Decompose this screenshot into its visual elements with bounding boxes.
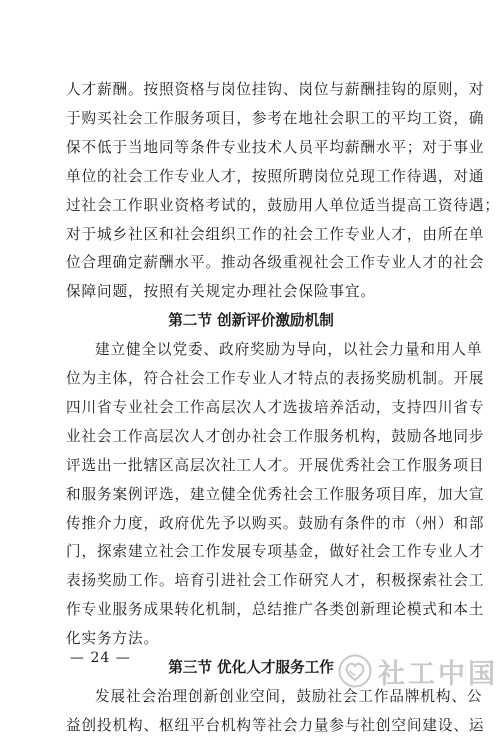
- text-line: 益创投机构、枢纽平台机构等社会力量参与社创空间建设、运: [66, 716, 485, 734]
- text-line: 门，探索建立社会工作发展专项基金，做好社会工作专业人才: [66, 543, 485, 561]
- text-line: 于购买社会工作服务项目，参考在地社会职工的平均工资，确: [66, 109, 485, 127]
- text-line: 化实务方法。: [66, 630, 159, 648]
- page-number: — 24 —: [70, 650, 131, 666]
- text-line: 位合理确定薪酬水平。推动各级重视社会工作专业人才的社会: [66, 254, 485, 272]
- text-line: 保不低于当地同等条件专业技术人员平均薪酬水平；对于事业: [66, 138, 485, 156]
- text-line: 过社会工作职业资格考试的，鼓励用人单位适当提高工资待遇；: [66, 196, 500, 214]
- text-line: 单位的社会工作专业人才，按照所聘岗位兑现工作待遇，对通: [66, 167, 485, 185]
- section-heading: 第二节 创新评价激励机制: [168, 312, 334, 330]
- watermark-text: 社工中国: [378, 658, 498, 690]
- heart-hands-logo-icon: [338, 654, 372, 688]
- text-line: 建立健全以党委、政府奖励为导向，以社会力量和用人单: [95, 341, 483, 359]
- text-line: 评选出一批辖区高层次社工人才。开展优秀社会工作服务项目: [66, 456, 485, 474]
- text-line: 对于城乡社区和社会组织工作的社会工作专业人才，由所在单: [66, 225, 485, 243]
- text-line: 表扬奖励工作。培育引进社会工作研究人才，积极探索社会工: [66, 572, 485, 590]
- text-line: 作专业服务成果转化机制，总结推广各类创新理论模式和本土: [66, 601, 485, 619]
- text-line: 四川省专业社会工作高层次人才选拔培养活动，支持四川省专: [66, 398, 485, 416]
- text-line: 发展社会治理创新创业空间，鼓励社会工作品牌机构、公: [95, 687, 483, 705]
- text-line: 位为主体，符合社会工作专业人才特点的表扬奖励机制。开展: [66, 370, 485, 387]
- text-line: 保障问题，按照有关规定办理社会保险事宜。: [66, 283, 376, 301]
- section-heading: 第三节 优化人才服务工作: [168, 659, 334, 676]
- text-line: 人才薪酬。按照资格与岗位挂钩、岗位与薪酬挂钩的原则，对: [66, 81, 485, 98]
- text-line: 传推介力度，政府优先予以购买。鼓励有条件的市（州）和部: [66, 514, 485, 532]
- watermark: [338, 651, 498, 691]
- text-line: 和服务案例评选，建立健全优秀社会工作服务项目库，加大宣: [66, 485, 485, 503]
- text-line: 业社会工作高层次人才创办社会工作服务机构，鼓励各地同步: [66, 427, 485, 445]
